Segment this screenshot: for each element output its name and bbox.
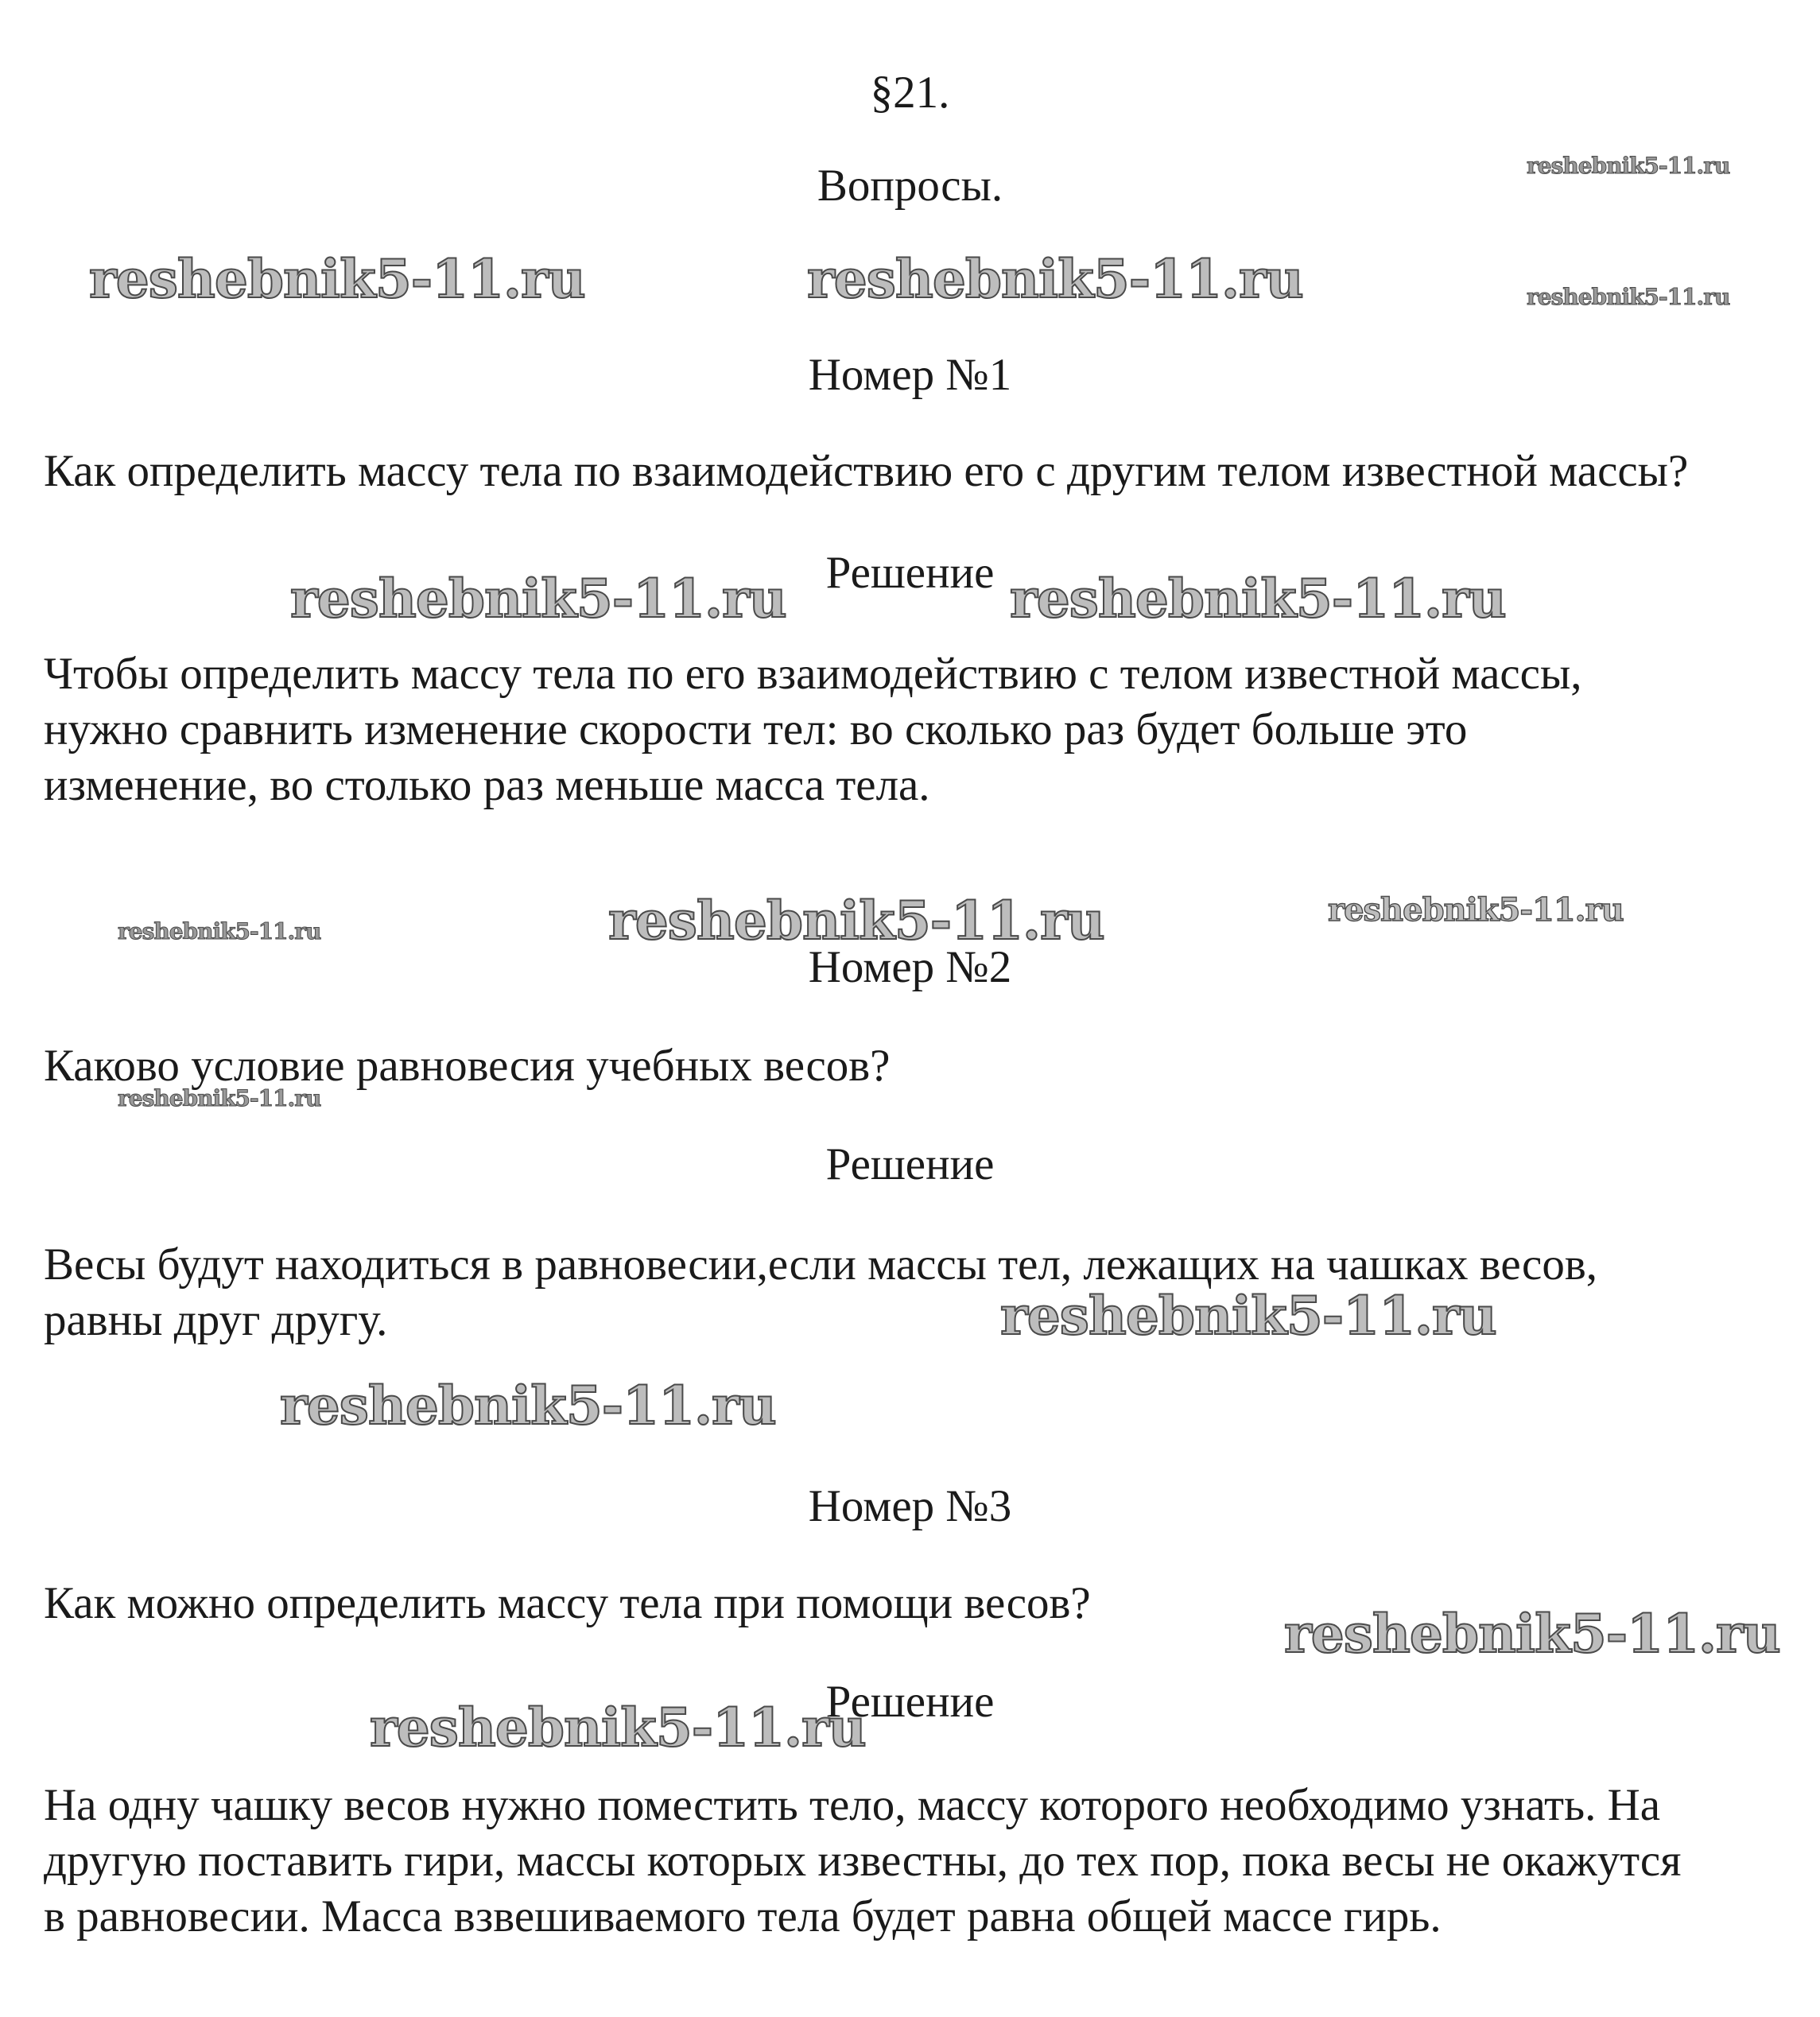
watermark: reshebnik5-11.ru bbox=[280, 1375, 776, 1437]
section-2-solution-label: Решение bbox=[825, 1139, 995, 1189]
section-3-question-text: Как можно определить массу тела при помощи весов? bbox=[44, 1578, 1091, 1628]
section-3-answer-line: На одну чашку весов нужно поместить тело, массу которого необходимо узнать. На bbox=[44, 1780, 1661, 1830]
watermark: reshebnik5-11.ru bbox=[807, 248, 1303, 310]
section-1-solution-label: Решение bbox=[825, 548, 995, 598]
watermark: reshebnik5-11.ru bbox=[1328, 891, 1624, 929]
section-1-answer-line: Чтобы определить массу тела по его взаимодействию с телом известной массы, bbox=[44, 649, 1582, 699]
section-3-answer-line: в равновесии. Масса взвешиваемого тела будет равна общей массе гирь. bbox=[44, 1891, 1442, 1941]
section-3-answer-line: другую поставить гири, массы которых известны, до тех пор, пока весы не окажутся bbox=[44, 1836, 1682, 1886]
section-3-solution-label: Решение bbox=[825, 1677, 995, 1727]
watermark: reshebnik5-11.ru bbox=[118, 918, 321, 944]
watermark: reshebnik5-11.ru bbox=[1527, 284, 1730, 310]
paragraph-heading: §21. bbox=[870, 68, 950, 118]
watermark: reshebnik5-11.ru bbox=[1284, 1603, 1780, 1665]
section-2-question-text: Каково условие равновесия учебных весов? bbox=[44, 1041, 891, 1091]
questions-subheading: Вопросы. bbox=[817, 161, 1003, 211]
watermark: reshebnik5-11.ru bbox=[370, 1697, 866, 1759]
section-3-answer bbox=[44, 1778, 1793, 1945]
watermark: reshebnik5-11.ru bbox=[608, 890, 1104, 952]
section-1-answer-line: изменение, во столько раз меньше масса тела. bbox=[44, 760, 930, 810]
section-2-answer-line: равны друг другу. bbox=[44, 1295, 388, 1345]
watermark: reshebnik5-11.ru bbox=[1527, 153, 1730, 179]
watermark: reshebnik5-11.ru bbox=[1000, 1285, 1496, 1347]
watermark: reshebnik5-11.ru bbox=[89, 248, 585, 310]
section-3-number-title: Номер №3 bbox=[808, 1481, 1012, 1531]
section-1-question-text: Как определить массу тела по взаимодействию его с другим телом известной массы? bbox=[44, 446, 1689, 496]
section-1-question bbox=[44, 444, 1793, 499]
watermark: reshebnik5-11.ru bbox=[1010, 568, 1506, 630]
watermark: reshebnik5-11.ru bbox=[118, 1085, 321, 1111]
section-1-number-title: Номер №1 bbox=[808, 350, 1012, 400]
section-2-answer-line: Весы будут находиться в равновесии,если массы тел, лежащих на чашках весов, bbox=[44, 1239, 1598, 1290]
section-1-answer bbox=[44, 646, 1793, 813]
watermark: reshebnik5-11.ru bbox=[290, 568, 786, 630]
section-1-answer-line: нужно сравнить изменение скорости тел: во сколько раз будет больше это bbox=[44, 704, 1468, 754]
section-2-number-title: Номер №2 bbox=[808, 942, 1012, 992]
section-2-answer bbox=[44, 1237, 1793, 1348]
